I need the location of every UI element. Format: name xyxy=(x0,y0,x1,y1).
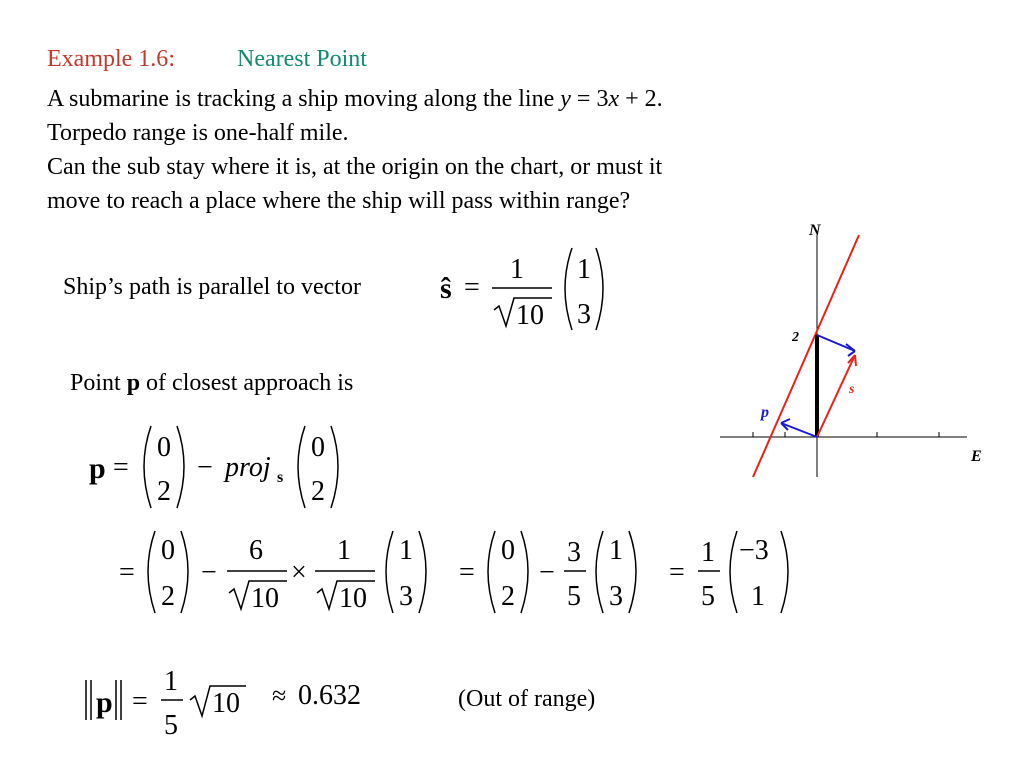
calculation-step xyxy=(115,525,805,620)
proj-label: proj xyxy=(225,452,271,483)
proj-subscript: s xyxy=(277,469,284,486)
p-vec1-bottom: 2 xyxy=(157,476,171,507)
norm-fraction-num: 1 xyxy=(164,666,178,697)
step-v5-bottom: 1 xyxy=(751,581,765,612)
s-hat-symbol: ŝ xyxy=(440,272,452,305)
nearest-point-diagram xyxy=(715,215,995,490)
p-vec2-bottom: 2 xyxy=(311,476,325,507)
step-v2-right-paren xyxy=(419,531,426,613)
step-v3-top: 0 xyxy=(501,535,515,566)
path-parallel-text: Ship’s path is parallel to vector xyxy=(63,274,361,300)
closest-approach-text: Point p of closest approach is xyxy=(70,370,354,396)
problem-line-1: A submarine is tracking a ship moving along the line y = 3x + 2. xyxy=(47,86,663,112)
step-times: × xyxy=(291,557,307,588)
step-equals-2: = xyxy=(459,557,475,588)
s-hat-denominator: 10 xyxy=(516,300,544,331)
step-v2-bottom: 3 xyxy=(399,581,413,612)
norm-equals: = xyxy=(132,686,148,717)
problem-line-4: move to reach a place where the ship will pass within range? xyxy=(47,188,631,214)
s-hat-numerator: 1 xyxy=(510,254,524,285)
step-v4-bottom: 3 xyxy=(609,581,623,612)
step-minus-2: − xyxy=(539,557,555,588)
out-of-range-note: (Out of range) xyxy=(458,686,596,712)
step-equals-3: = xyxy=(669,557,685,588)
tick-label-2: 2 xyxy=(792,330,799,345)
step-f2-den: 10 xyxy=(339,583,367,614)
step-v2-left-paren xyxy=(386,531,393,613)
p-vec1-left-paren xyxy=(144,426,151,508)
s-hat-right-paren xyxy=(596,248,603,330)
east-label: E xyxy=(971,448,982,465)
p-vec2-right-paren xyxy=(331,426,338,508)
problem-line-3: Can the sub stay where it is, at the origin on the chart, or must it xyxy=(47,154,663,180)
s-hat-vec-top: 1 xyxy=(577,254,591,285)
ship-path-line xyxy=(753,235,859,477)
step-v1-bottom: 2 xyxy=(161,581,175,612)
step-f4-den: 5 xyxy=(701,581,715,612)
step-v3-left-paren xyxy=(488,531,495,613)
step-v4-top: 1 xyxy=(609,535,623,566)
norm-p: p xyxy=(96,686,113,719)
problem-statement xyxy=(47,82,663,218)
p-vector-arrow xyxy=(781,423,817,437)
example-topic: Nearest Point xyxy=(236,46,367,72)
step-f3-den: 5 xyxy=(567,581,581,612)
norm-root: 10 xyxy=(212,688,240,719)
step-f1-num: 6 xyxy=(249,535,263,566)
step-v5-left-paren xyxy=(730,531,737,613)
p-vec2-left-paren xyxy=(298,426,305,508)
step-minus-1: − xyxy=(201,557,217,588)
p-minus: − xyxy=(197,452,213,483)
step-f4-num: 1 xyxy=(701,537,715,568)
step-v1-right-paren xyxy=(181,531,188,613)
norm-fraction-den: 5 xyxy=(164,710,178,741)
step-v4-right-paren xyxy=(629,531,636,613)
step-v5-top: −3 xyxy=(739,535,769,566)
norm-equation xyxy=(80,662,640,762)
s-hat-vec-bottom: 3 xyxy=(577,299,591,330)
projection-vector xyxy=(817,335,855,351)
step-equals-1: = xyxy=(119,557,135,588)
step-v3-bottom: 2 xyxy=(501,581,515,612)
s-hat-left-paren xyxy=(565,248,572,330)
p-vec2-top: 0 xyxy=(311,432,325,463)
step-f2-num: 1 xyxy=(337,535,351,566)
p-vector-label: p xyxy=(761,404,769,421)
title-colon: : xyxy=(168,46,175,72)
s-hat-equals: = xyxy=(464,272,480,303)
step-v2-top: 1 xyxy=(399,535,413,566)
p-equals: = xyxy=(113,452,129,483)
example-title xyxy=(47,46,367,73)
step-v5-right-paren xyxy=(781,531,788,613)
north-label: N xyxy=(809,222,821,239)
p-symbol: p xyxy=(89,452,106,485)
example-number: Example 1.6 xyxy=(47,46,169,72)
step-v1-left-paren xyxy=(148,531,155,613)
s-vector-label: s xyxy=(849,382,855,397)
p-vec1-top: 0 xyxy=(157,432,171,463)
step-v4-left-paren xyxy=(596,531,603,613)
step-f3-num: 3 xyxy=(567,537,581,568)
step-v3-right-paren xyxy=(521,531,528,613)
problem-line-2: Torpedo range is one-half mile. xyxy=(47,120,349,146)
norm-approx: ≈ xyxy=(272,681,287,710)
s-hat-equation xyxy=(430,238,620,338)
step-v1-top: 0 xyxy=(161,535,175,566)
p-vec1-right-paren xyxy=(177,426,184,508)
step-f1-den: 10 xyxy=(251,583,279,614)
norm-value: 0.632 xyxy=(298,680,361,711)
p-equation xyxy=(85,420,355,515)
